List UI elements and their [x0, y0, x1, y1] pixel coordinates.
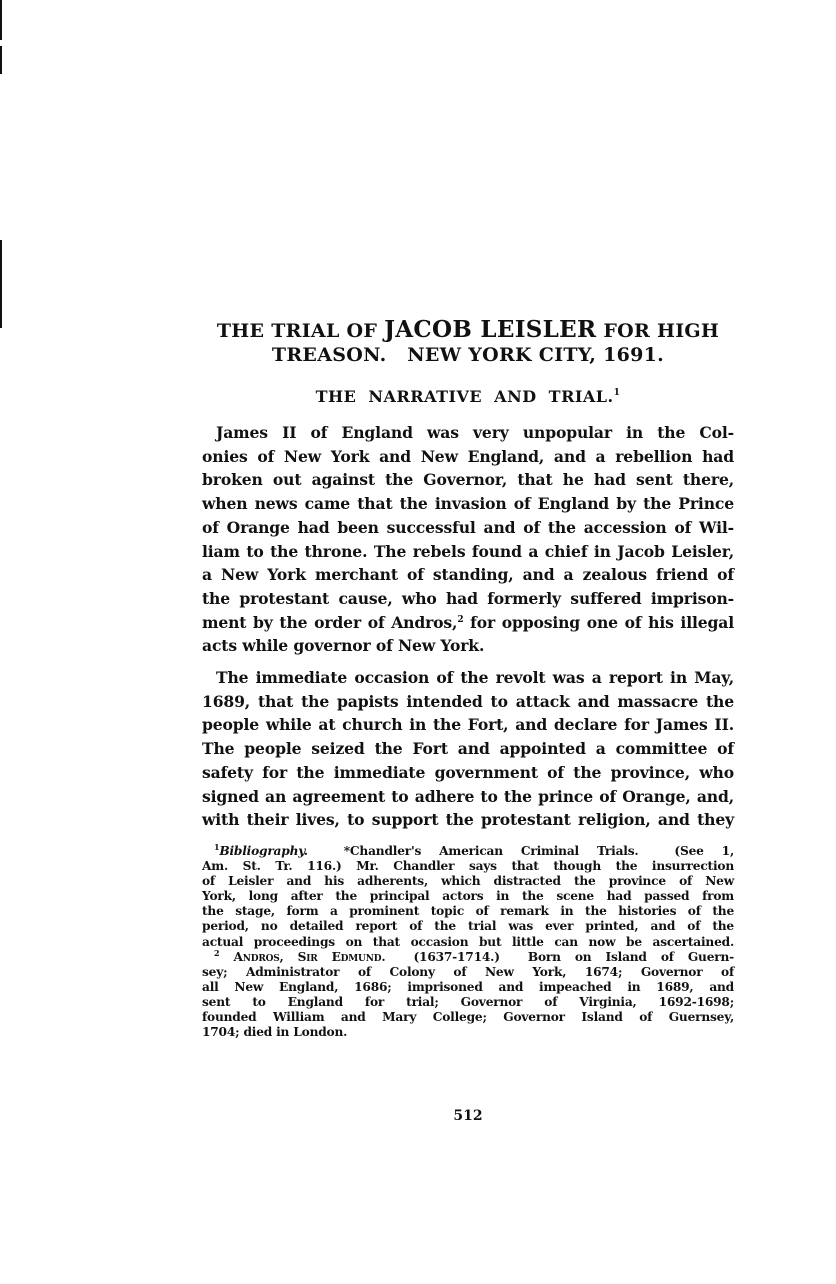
text-line: acts while governor of New York. — [202, 636, 485, 656]
footnote-ref: 1 — [613, 388, 621, 398]
text-line: The people seized the Fort and appointed a committee of — [202, 739, 734, 759]
paragraph — [202, 666, 734, 832]
footnote-line: Am. St. Tr. 116.) Mr. Chandler says that though the insurrection — [202, 859, 734, 874]
text-line: people while at church in the Fort, and declare for James II. — [202, 715, 734, 735]
footnote-line: sey; Administrator of Colony of New York, 1674; Governor of — [202, 964, 734, 979]
footnote-label: Andros, Sir Edmund. — [233, 949, 386, 964]
paragraph — [202, 421, 734, 658]
title-line-2: TREASON. NEW YORK CITY, 1691. — [271, 344, 665, 366]
text-line: a New York merchant of standing, and a zealous friend of — [202, 565, 734, 585]
footnote-line: all New England, 1686; imprisoned and impeached in 1689, and — [202, 979, 734, 994]
footnote-line: $^2$ Andros, Sir Edmund. (1637-1714.) Born on Island of Guern- — [214, 947, 735, 964]
text-line: ment by the order of Andros,$^2$ for opposing one of his illegal — [202, 612, 734, 632]
page-number: 512 — [453, 1108, 483, 1124]
text-line: onies of New York and New England, and a rebellion had — [202, 446, 734, 466]
text-line: broken out against the Governor, that he had sent there, — [202, 470, 734, 490]
footnote-mark: 1 — [214, 841, 220, 852]
footnote-ref: 2 — [457, 614, 464, 625]
text-line: 1689, that the papists intended to attack and massacre the — [202, 691, 734, 711]
text-line: signed an agreement to adhere to the prince of Orange, and, — [202, 786, 734, 806]
footnote-line: $^1$Bibliography. *Chandler's American Criminal Trials. (See 1, — [214, 841, 734, 858]
text-line: The immediate occasion of the revolt was a report in May, — [216, 668, 734, 688]
chapter-title — [202, 318, 734, 367]
footnotes — [202, 841, 735, 1040]
footnote-line: of Leisler and his adherents, which distracted the province of New — [202, 874, 734, 889]
text-line: the protestant cause, who had formerly suffered imprison- — [202, 588, 734, 608]
scan-edge-mark — [0, 240, 2, 328]
page — [202, 316, 735, 1124]
footnote-label: Bibliography. — [219, 843, 308, 858]
text-line: safety for the immediate government of the province, who — [202, 762, 734, 782]
footnote-line: 1704; died in London. — [202, 1025, 348, 1040]
footnote-line: sent to England for trial; Governor of Virginia, 1692-1698; — [202, 994, 734, 1009]
scan-edge-mark — [0, 0, 2, 40]
scan-edge-mark — [0, 46, 2, 74]
footnote-line: the stage, form a prominent topic of remark in the histories of the — [202, 904, 734, 919]
footnote-line: York, long after the principal actors in the scene had passed from — [202, 889, 734, 904]
text-line: when news came that the invasion of England by the Prince — [202, 494, 734, 514]
text-line: with their lives, to support the protestant religion, and they — [202, 810, 734, 830]
footnote-line: actual proceedings on that occasion but little can now be ascertained. — [202, 934, 734, 949]
text-line: liam to the throne. The rebels found a chief in Jacob Leisler, — [202, 541, 734, 561]
title-line-1: THE TRIAL OF JACOB LEISLER FOR HIGH — [216, 316, 720, 343]
section-heading: THE NARRATIVE AND TRIAL.$^1$ — [315, 387, 621, 406]
text-line: James II of England was very unpopular in the Col- — [216, 423, 734, 442]
footnote-line: founded William and Mary College; Governor Island of Guernsey, — [202, 1009, 734, 1024]
footnote-line: period, no detailed report of the trial was ever printed, and of the — [202, 919, 734, 934]
text-line: of Orange had been successful and of the accession of Wil- — [202, 517, 734, 537]
footnote-mark: 2 — [214, 947, 220, 958]
footnote — [202, 841, 734, 950]
footnote — [202, 947, 735, 1041]
